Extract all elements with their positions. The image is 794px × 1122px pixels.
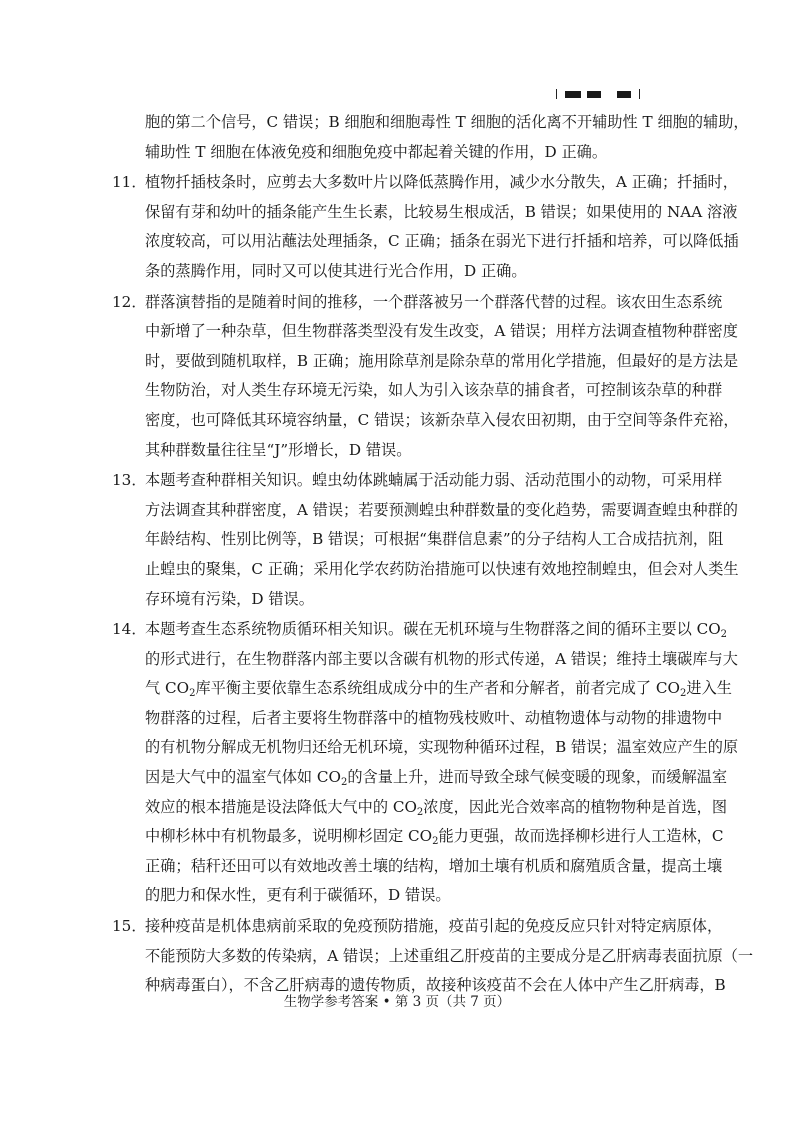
item-number: 12．: [112, 292, 147, 311]
text-line: 接种疫苗是机体患病前采取的免疫预防措施，疫苗引起的免疫反应只针对特定病原体，: [145, 917, 723, 936]
text-line: 的形式进行，在生物群落内部主要以含碳有机物的形式传递，A 错误；维持土壤碳库与大: [145, 649, 738, 668]
text-line: 正确；秸秆还田可以有效地改善土壤的结构，增加土壤有机质和腐殖质含量，提高土壤: [145, 856, 723, 875]
header-block: [587, 91, 601, 98]
text-line: 物群落的过程，后者主要将生物群落中的植物残枝败叶、动植物遗体与动物的排遗物中: [145, 708, 723, 727]
text-line: 中柳杉林中有机物最多，说明柳杉固定 $CO_2$能力更强，故而选择柳杉进行人工造林，C: [145, 827, 724, 848]
answer-item: [112, 168, 739, 286]
text-line: 年龄结构、性别比例等，B 错误；可根据“集群信息素”的分子结构人工合成拮抗剂，阻: [145, 530, 724, 549]
text-line: 植物扦插枝条时，应剪去大多数叶片以降低蒸腾作用，减少水分散失，A 正确；扦插时，: [145, 173, 738, 192]
text-line: 因是大气中的温室气体如 $CO_2$的含量上升，进而导致全球气候变暖的现象，而缓解温室: [145, 768, 728, 789]
answer-item: [112, 288, 739, 466]
text-line: 辅助性 T 细胞在体液免疫和细胞免疫中都起着关键的作用，D 正确。: [145, 142, 608, 161]
text-line: 群落演替指的是随着时间的推移，一个群落被另一个群落代替的过程。该农田生态系统: [145, 292, 723, 311]
page-header-mark: [556, 89, 640, 99]
text-line: 胞的第二个信号，C 错误；B 细胞和细胞毒性 T 细胞的活化离不开辅助性 T 细胞的辅助，: [145, 113, 749, 131]
header-divider: [639, 89, 640, 99]
header-block: [565, 91, 581, 98]
text-line: 的肥力和保水性，更有利于碳循环，D 错误。: [145, 886, 451, 905]
text-line: 本题考查生态系统物质循环相关知识。碳在无机环境与生物群落之间的循环主要以 $CO_2$: [145, 620, 728, 641]
text-line: 保留有芽和幼叶的插条能产生生长素，比较易生根成活，B 错误；如果使用的 NAA 溶液: [145, 202, 738, 221]
text-line: 种病毒蛋白），不含乙肝病毒的遗传物质，故接种该疫苗不会在人体中产生乙肝病毒，B: [145, 976, 726, 995]
page-footer: 生物学参考答案 • 第 3 页（共 7 页）: [283, 994, 511, 1010]
answer-item: [112, 615, 739, 911]
item-number: 15．: [112, 917, 147, 936]
item-number: 11．: [112, 173, 147, 192]
text-line: 不能预防大多数的传染病，A 错误；上述重组乙肝疫苗的主要成分是乙肝病毒表面抗原（一: [145, 946, 754, 965]
continued-paragraph: [118, 108, 749, 167]
text-line: 效应的根本措施是设法降低大气中的 $CO_2$浓度，因此光合效率高的植物物种是首选，图: [145, 797, 728, 818]
item-number: 13．: [112, 471, 147, 490]
item-number: 14．: [112, 620, 147, 639]
text-line: 止蝗虫的聚集，C 正确；采用化学农药防治措施可以快速有效地控制蝗虫，但会对人类生: [145, 559, 739, 578]
text-line: 的有机物分解成无机物归还给无机环境，实现物种循环过程，B 错误；温室效应产生的原: [145, 738, 739, 757]
text-line: 气 $CO_2$库平衡主要依靠生态系统组成成分中的生产者和分解者，前者完成了 $CO_2$进入生: [145, 679, 732, 700]
text-line: 时，要做到随机取样，B 正确；施用除草剂是除杂草的常用化学措施，但最好的是方法是: [145, 351, 739, 370]
answer-content: [112, 108, 754, 1002]
text-line: 密度，也可降低其环境容纳量，C 错误；该新杂草入侵农田初期，由于空间等条件充裕，: [145, 410, 739, 429]
text-line: 存环境有污染，D 错误。: [145, 589, 314, 608]
header-divider: [556, 89, 557, 99]
text-line: 浓度较高，可以用沾蘸法处理插条，C 正确；插条在弱光下进行扦插和培养，可以降低插: [145, 232, 739, 251]
text-line: 其种群数量往往呈“J”形增长，D 错误。: [145, 440, 412, 459]
answer-item: [112, 912, 754, 1001]
text-line: 生物防治，对人类生存环境无污染，如人为引入该杂草的捕食者，可控制该杂草的种群: [145, 381, 723, 400]
text-line: 中新增了一种杂草，但生物群落类型没有发生改变，A 错误；用样方法调查植物种群密度: [145, 322, 738, 341]
answer-item: [112, 466, 739, 614]
text-line: 方法调查其种群密度，A 错误；若要预测蝗虫种群数量的变化趋势，需要调查蝗虫种群的: [145, 500, 738, 519]
header-block: [617, 91, 631, 98]
text-line: 条的蒸腾作用，同时又可以使其进行光合作用，D 正确。: [145, 261, 527, 280]
text-line: 本题考查种群相关知识。蝗虫幼体跳蝻属于活动能力弱、活动范围小的动物，可采用样: [145, 471, 723, 490]
